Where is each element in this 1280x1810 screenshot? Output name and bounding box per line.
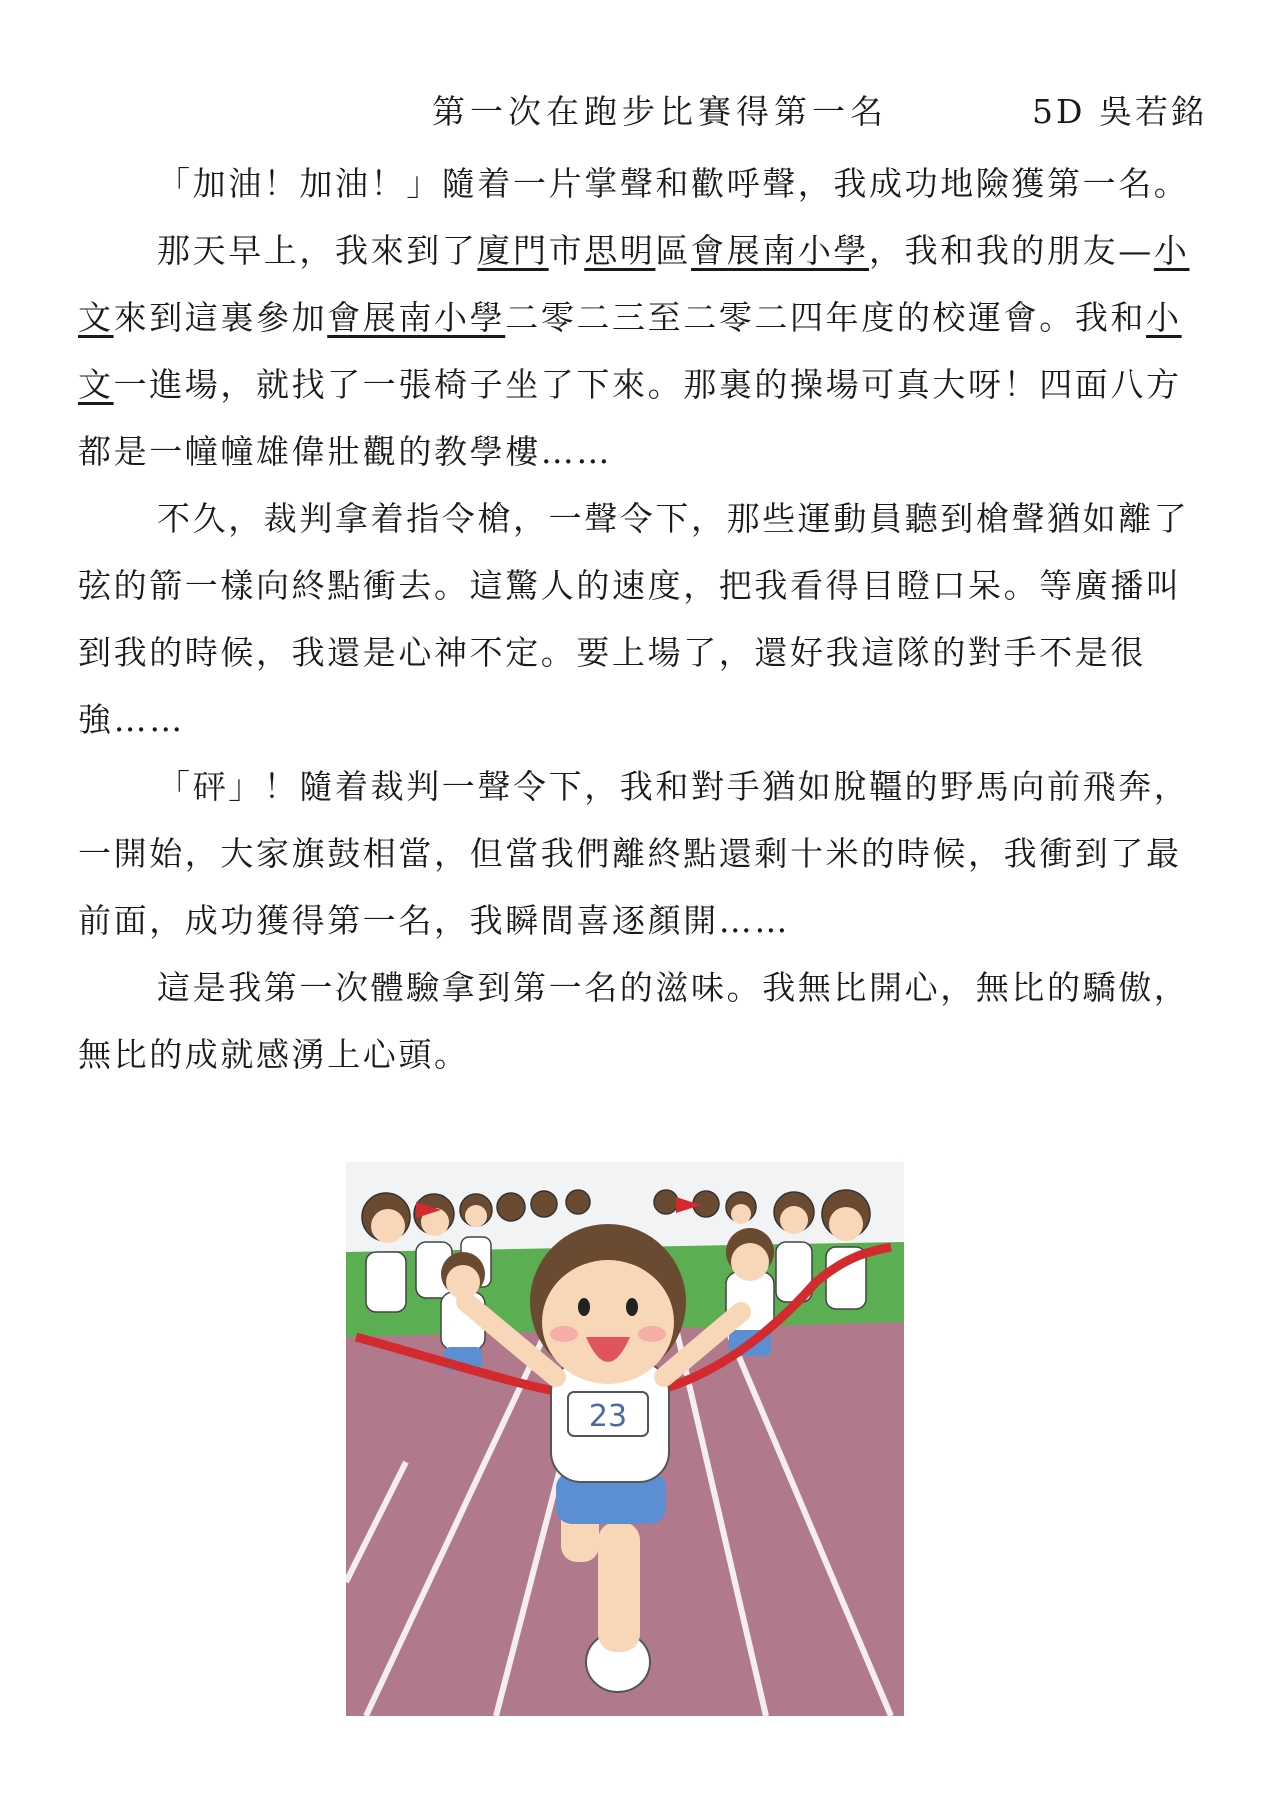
paragraph-text: 那天早上，我來到了 bbox=[157, 231, 478, 270]
place-name: 小文 bbox=[78, 231, 1190, 337]
essay-paragraph bbox=[78, 753, 1208, 954]
title-line bbox=[0, 86, 1280, 134]
paragraph-text: 區 bbox=[655, 231, 692, 270]
paragraph-text: 來到這裏參加 bbox=[113, 298, 328, 337]
paragraph-text: ，我和我的朋友— bbox=[869, 231, 1154, 270]
paragraph-text: 這是我第一次體驗拿到第一名的滋味。我無比開心，無比的驕傲，無比的成就感湧上心頭。 bbox=[78, 968, 1190, 1074]
author-byline: 5D 吳若銘 bbox=[1032, 92, 1207, 131]
race-illustration bbox=[346, 1162, 904, 1716]
place-name: 會展南小學 bbox=[327, 298, 506, 337]
essay-paragraph bbox=[78, 954, 1208, 1088]
bib-number: 23 bbox=[588, 1399, 628, 1434]
paragraph-text: 市 bbox=[548, 231, 585, 270]
place-name: 會展南小學 bbox=[691, 231, 870, 270]
place-name: 小文 bbox=[78, 298, 1182, 404]
paragraph-text: 一進場，就找了一張椅子坐了下來。那裏的操場可真大呀！四面八方都是一幢幢雄偉壯觀的教學樓…… bbox=[78, 365, 1182, 471]
essay-paragraph bbox=[78, 150, 1208, 217]
place-name: 廈門 bbox=[477, 231, 549, 270]
essay-paragraph bbox=[78, 217, 1208, 485]
finish-line-picture bbox=[346, 1162, 904, 1716]
paragraph-text: 「加油！加油！」隨着一片掌聲和歡呼聲，我成功地險獲第一名。 bbox=[157, 164, 1190, 203]
essay-body bbox=[78, 150, 1208, 1088]
paragraph-text: 不久，裁判拿着指令槍，一聲令下，那些運動員聽到槍聲猶如離了弦的箭一樣向終點衝去。這驚人的速度，把我看得目瞪口呆。等廣播叫到我的時候，我還是心神不定。要上場了，還好我這隊的對手不是很強…… bbox=[78, 499, 1190, 739]
place-name: 思明 bbox=[584, 231, 656, 270]
essay-title: 第一次在跑步比賽得第一名 bbox=[432, 92, 888, 131]
paragraph-text: 二零二三至二零二四年度的校運會。我和 bbox=[505, 298, 1147, 337]
essay-paragraph bbox=[78, 485, 1208, 753]
paragraph-text: 「砰」！隨着裁判一聲令下，我和對手猶如脫韁的野馬向前飛奔，一開始，大家旗鼓相當，但當我們離終點還剩十米的時候，我衝到了最前面，成功獲得第一名，我瞬間喜逐顏開…… bbox=[78, 767, 1190, 940]
